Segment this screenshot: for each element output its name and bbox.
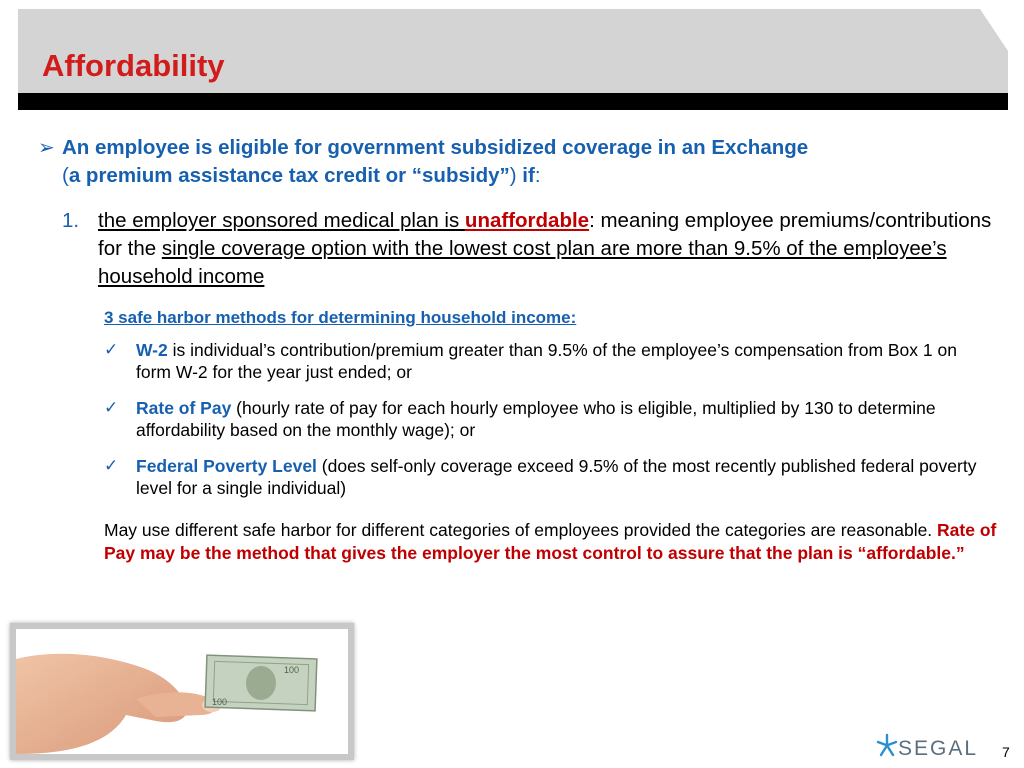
slide-title: Affordability (42, 48, 225, 83)
hand-holding-money-image (10, 623, 354, 760)
note-text: May use different safe harbor for different categories of employees provided the categories are reasonable. (104, 520, 938, 540)
safe-harbor-item-label: W-2 (136, 340, 168, 360)
title-underline-bar (18, 93, 1008, 110)
checkmark-icon: ✓ (104, 398, 119, 417)
point1-meaning: meaning employee premiums/contributions for the (98, 209, 992, 260)
safe-harbor-item-text: is individual’s contribution/premium greater than 9.5% of the employee’s compensation from Box 1 on form W-2 for the year just ended; or (136, 340, 957, 382)
point1-colon: : (589, 209, 595, 232)
intro-line1: An employee is eligible for government subsidized coverage in an Exchange (62, 136, 809, 159)
svg-text:100: 100 (212, 697, 228, 707)
safe-harbor-item (136, 455, 996, 499)
intro-paren-close: ) (509, 164, 517, 187)
intro-colon: : (534, 164, 541, 187)
safe-harbor-item-label: Rate of Pay (136, 398, 232, 418)
note-paragraph (104, 519, 1004, 565)
intro-paragraph (62, 134, 1002, 190)
checkmark-icon: ✓ (104, 340, 119, 359)
safe-harbor-item (136, 397, 996, 441)
segal-logo-text: SEGAL (898, 737, 979, 760)
point1-paragraph (98, 207, 998, 291)
intro-if: if (522, 164, 535, 187)
point-number: 1. (62, 209, 80, 232)
note-emphasis: Rate of Pay may be the method that gives the employer the most control to assure that the plan is “affordable.” (104, 520, 997, 563)
intro-paren-open: ( (62, 164, 69, 187)
point1-condition: single coverage option with the lowest cost plan are more than 9.5% of the employee’s household income (98, 237, 947, 288)
hand-holding-money-illustration (16, 629, 348, 754)
safe-harbor-item (136, 339, 996, 383)
safe-harbor-item-text: (hourly rate of pay for each hourly employee who is eligible, multiplied by 130 to determine affordability based on the monthly wage); or (136, 398, 936, 440)
page-number: 7 (1002, 744, 1010, 760)
safe-harbor-item-text: (does self-only coverage exceed 9.5% of the most recently published federal poverty level for a single individual) (136, 456, 977, 498)
segal-logo (876, 733, 986, 763)
safe-harbor-item-label: Federal Poverty Level (136, 456, 317, 476)
safe-harbor-heading: 3 safe harbor methods for determining household income: (104, 308, 577, 327)
intro-line2: a premium assistance tax credit or “subsidy” (68, 164, 510, 187)
star-icon (876, 733, 898, 759)
arrow-bullet-icon: ➢ (38, 137, 55, 159)
point1-key: unaffordable (464, 209, 590, 232)
checkmark-icon: ✓ (104, 456, 119, 475)
point1-lead: the employer sponsored medical plan is (98, 209, 465, 232)
svg-text:100: 100 (284, 665, 300, 675)
